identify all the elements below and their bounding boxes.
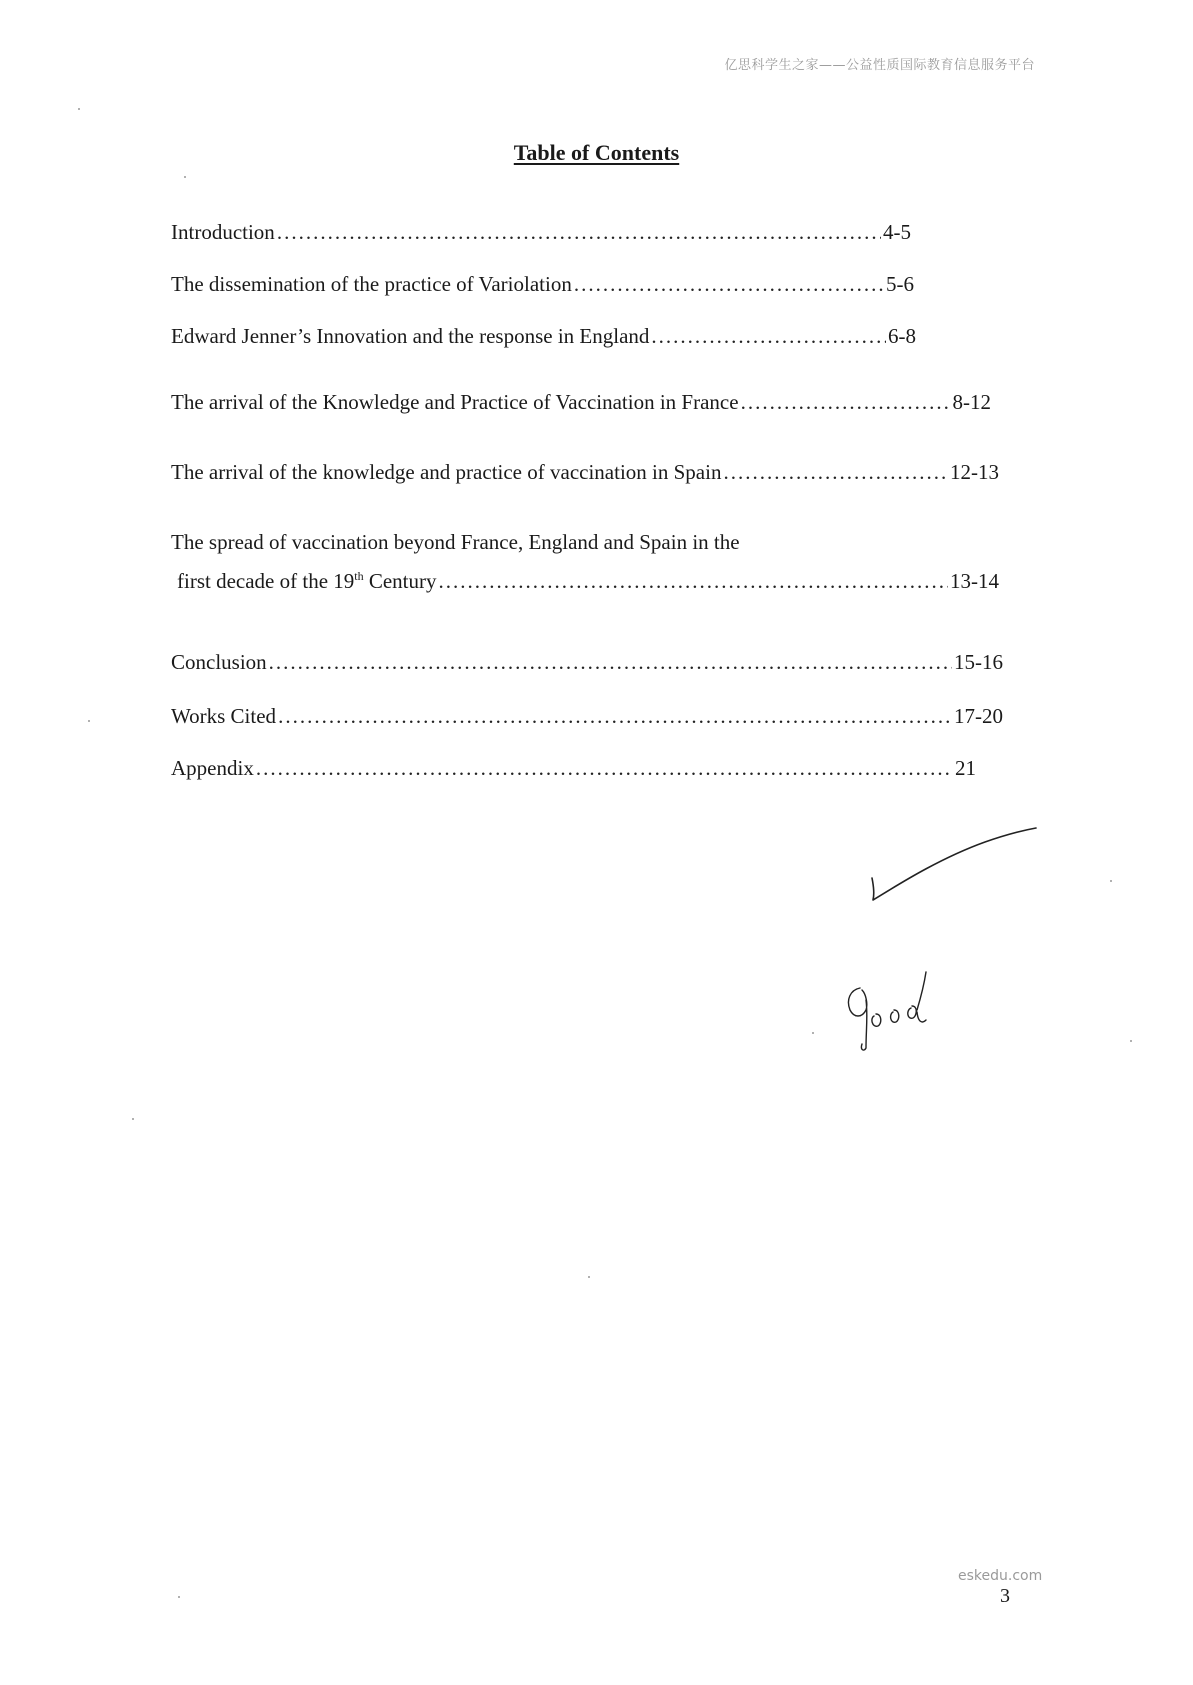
scan-speck [1110,880,1112,882]
toc-entry-pages: 12-13 [950,460,999,484]
toc-entry-pages: 15-16 [954,650,1003,674]
toc-entry-pages: 8-12 [952,390,991,414]
toc-entry-pages: 13-14 [950,569,999,593]
header-watermark: 亿思科学生之家——公益性质国际教育信息服务平台 [724,58,1035,73]
toc-entry-label: Appendix [171,756,254,780]
good-comment-icon [848,972,926,1050]
scan-speck [88,720,90,722]
footer-watermark: eskedu.com [958,1568,1043,1584]
toc-entry-pages: 4-5 [883,220,911,244]
scan-speck [588,1276,590,1278]
check-mark-icon [872,828,1036,900]
scan-speck [1130,1040,1132,1042]
toc-entry-label: Introduction [171,220,275,244]
toc-entry-label: The arrival of the Knowledge and Practice of Vaccination in France [171,390,739,414]
scan-speck [184,176,186,178]
scan-speck [132,1118,134,1120]
toc-entry-label-line2: first decade of the 19th Century [177,569,437,593]
toc-entry-label: The arrival of the knowledge and practice of vaccination in Spain [171,460,722,484]
toc-entry-label: The dissemination of the practice of Variolation [171,272,572,296]
toc-entry-pages: 21 [955,756,976,780]
scan-speck [78,108,80,110]
page-title: Table of Contents [513,140,680,165]
toc-entry-pages: 6-8 [888,324,916,348]
scan-speck [178,1596,180,1598]
toc-entry-pages: 17-20 [954,704,1003,728]
page-number: 3 [1000,1585,1010,1607]
toc-entry-label: Conclusion [171,650,267,674]
toc-entry-label: Works Cited [171,704,277,728]
toc-entry-label: Edward Jenner’s Innovation and the response in England [171,324,650,348]
toc-entry-pages: 5-6 [886,272,914,296]
toc-entry-label-line1: The spread of vaccination beyond France, England and Spain in the [171,530,740,554]
scan-speck [812,1032,814,1034]
